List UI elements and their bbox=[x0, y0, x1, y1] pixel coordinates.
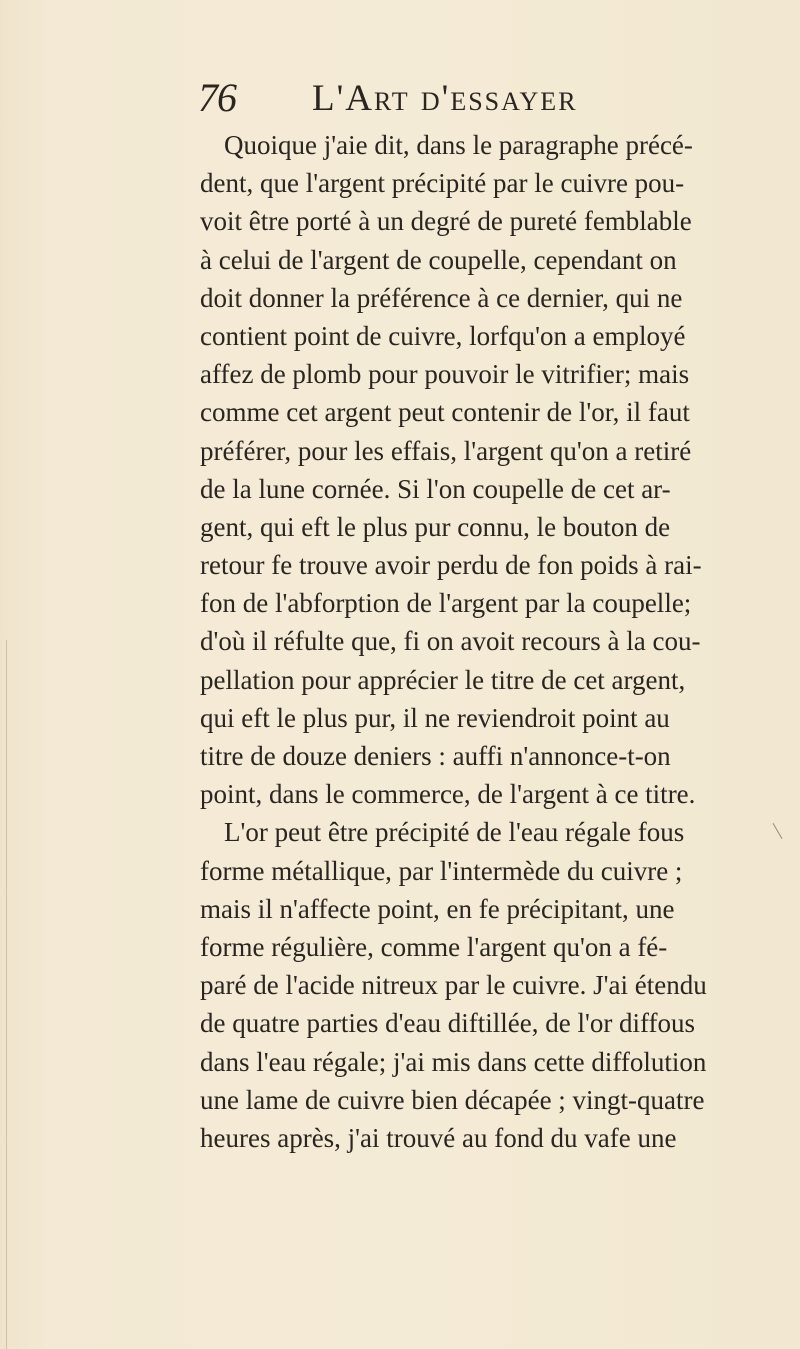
text-line: L'or peut être précipité de l'eau régale fous bbox=[224, 817, 685, 848]
text-line: forme métallique, par l'intermède du cuivre ; bbox=[200, 855, 683, 886]
text-line: doit donner la préférence à ce dernier, qui ne bbox=[200, 282, 683, 313]
text-line: d'où il réfulte que, fi on avoit recours à la cou- bbox=[200, 626, 701, 657]
text-line: préférer, pour les effais, l'argent qu'on a retiré bbox=[200, 435, 692, 466]
paper-mark bbox=[773, 823, 783, 839]
text-line: titre de douze deniers : auffi n'annonce-t-on bbox=[200, 741, 671, 771]
text-line: point, dans le commerce, de l'argent à ce titre. bbox=[200, 779, 696, 810]
text-line: Quoique j'aie dit, dans le paragraphe précé- bbox=[224, 130, 693, 160]
text-line: forme régulière, comme l'argent qu'on a fé- bbox=[200, 931, 668, 962]
page-header bbox=[198, 74, 648, 122]
text-line: retour fe trouve avoir perdu de fon poids à rai- bbox=[200, 550, 702, 581]
text-line: paré de l'acide nitreux par le cuivre. J'ai étendu bbox=[200, 970, 707, 1001]
text-line: fon de l'abforption de l'argent par la coupelle; bbox=[200, 588, 692, 619]
page-number: 76 bbox=[198, 75, 236, 120]
text-line: comme cet argent peut contenir de l'or, il faut bbox=[200, 397, 690, 428]
gutter-shadow bbox=[6, 640, 7, 1349]
text-line: voit être porté à un degré de pureté femblable bbox=[200, 206, 692, 237]
text-line: pellation pour apprécier le titre de cet argent, bbox=[200, 664, 686, 695]
text-line: de quatre parties d'eau diftillée, de l'or diffous bbox=[200, 1008, 696, 1039]
text-line: qui eft le plus pur, il ne reviendroit point au bbox=[200, 702, 670, 733]
text-line: heures après, j'ai trouvé au fond du vafe une bbox=[200, 1122, 677, 1153]
text-line: une lame de cuivre bien décapée ; vingt-quatre bbox=[200, 1084, 705, 1115]
text-line: mais il n'affecte point, en fe précipitant, une bbox=[200, 893, 675, 924]
body-text bbox=[200, 126, 707, 1157]
text-line: contient point de cuivre, lorfqu'on a employé bbox=[200, 320, 686, 351]
text-line: à celui de l'argent de coupelle, cependant on bbox=[200, 244, 677, 275]
text-line: dent, que l'argent précipité par le cuivre pou- bbox=[200, 168, 685, 199]
text-line: affez de plomb pour pouvoir le vitrifier; mais bbox=[200, 359, 690, 390]
text-line: dans l'eau régale; j'ai mis dans cette diffolution bbox=[200, 1046, 707, 1077]
text-line: gent, qui eft le plus pur connu, le bouton de bbox=[200, 511, 671, 542]
running-head: L'Art d'essayer bbox=[312, 78, 578, 119]
text-line: de la lune cornée. Si l'on coupelle de cet ar- bbox=[200, 473, 671, 504]
